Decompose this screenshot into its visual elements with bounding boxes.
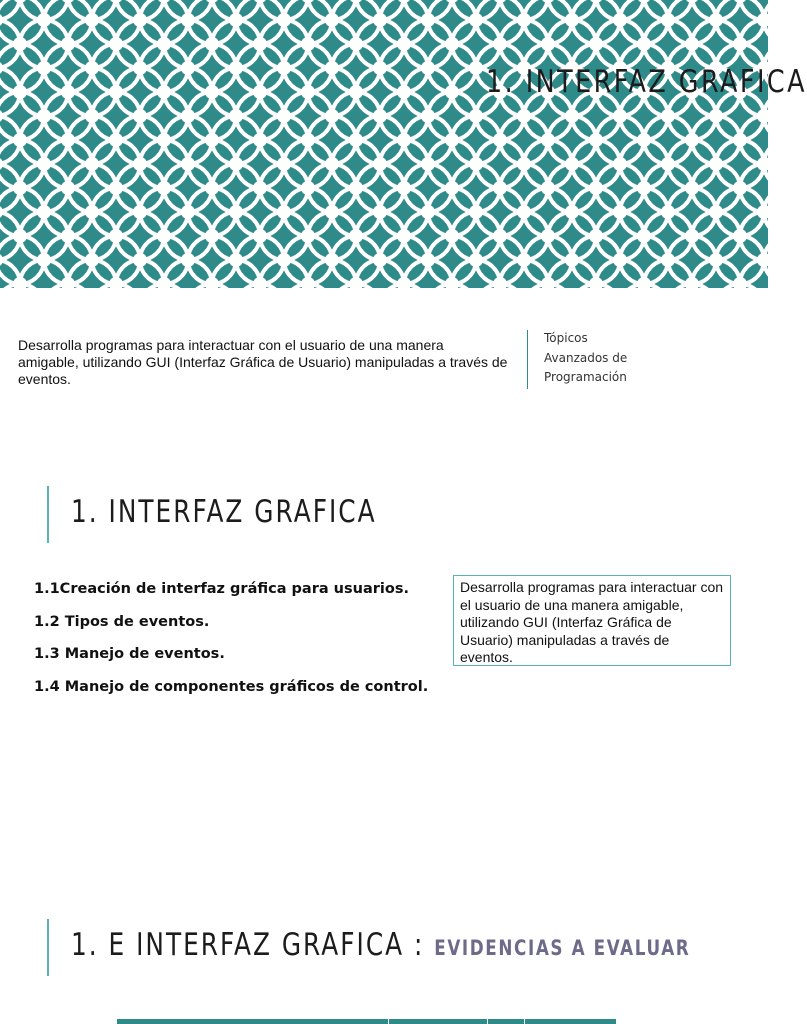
course-line: Tópicos bbox=[544, 331, 588, 345]
vertical-divider bbox=[527, 330, 528, 389]
column-separator bbox=[388, 1019, 389, 1024]
patterned-banner bbox=[0, 0, 807, 288]
evidence-heading-main: 1. E INTERFAZ GRAFICA : bbox=[71, 927, 435, 963]
circle-pattern-background bbox=[0, 0, 768, 288]
list-item: 1.4 Manejo de componentes gráficos de control. bbox=[34, 678, 429, 695]
list-item: 1.3 Manejo de eventos. bbox=[34, 646, 225, 662]
intro-paragraph: Desarrolla programas para interactuar con el usuario de una manera amigable, utilizando GUI (Interfaz Gráfica de Usuario) manipuladas a través de eventos. bbox=[18, 337, 508, 387]
evidence-subtitle: EVIDENCIAS A EVALUAR bbox=[434, 936, 691, 960]
heading-accent-bar bbox=[47, 919, 49, 976]
topics-list bbox=[34, 578, 428, 708]
course-name bbox=[544, 329, 654, 388]
competency-box: Desarrolla programas para interactuar con el usuario de una manera amigable, utilizando GUI (Interfaz Gráfica de Usuario) manipuladas a través de eventos. bbox=[453, 575, 731, 666]
column-separator bbox=[524, 1019, 525, 1024]
banner-title: 1. INTERFAZ GRAFICA bbox=[486, 64, 807, 100]
course-line: Avanzados de bbox=[544, 350, 628, 365]
section-heading: 1. INTERFAZ GRAFICA bbox=[71, 494, 377, 530]
evidence-heading bbox=[71, 927, 690, 963]
course-line: Programación bbox=[544, 370, 627, 384]
heading-accent-bar bbox=[47, 486, 49, 543]
list-item: 1.2 Tipos de eventos. bbox=[34, 613, 210, 630]
list-item: 1.1Creación de interfaz gráfica para usuarios. bbox=[34, 581, 409, 597]
column-separator bbox=[487, 1019, 488, 1024]
table-header-strip bbox=[117, 1019, 616, 1024]
